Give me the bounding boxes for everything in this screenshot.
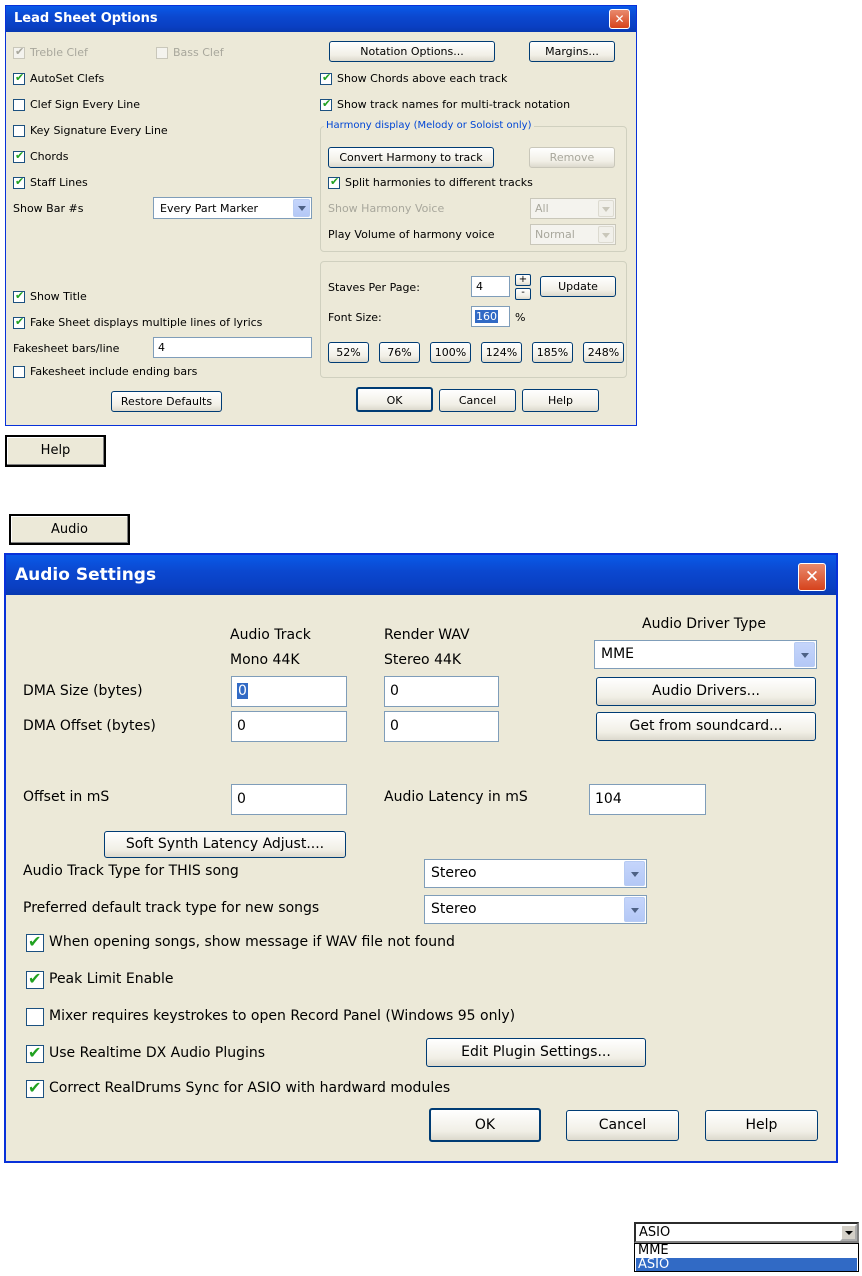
show-bar-label: Show Bar #s — [13, 202, 84, 215]
preferred-track-type-label: Preferred default track type for new songs — [23, 900, 320, 916]
close-icon[interactable]: ✕ — [609, 9, 630, 29]
font-size-label: Font Size: — [328, 311, 382, 324]
play-volume-value: Normal — [535, 228, 575, 241]
help-button[interactable]: Help — [522, 389, 599, 412]
percent-124-button[interactable]: 124% — [481, 342, 522, 363]
key-signature-every-line-checkbox[interactable] — [13, 125, 25, 137]
chevron-down-icon[interactable] — [624, 861, 645, 886]
fake-sheet-lyrics-label: Fake Sheet displays multiple lines of lyrics — [30, 316, 263, 329]
dma-offset-render-value: 0 — [390, 718, 399, 734]
chevron-down-icon[interactable] — [794, 642, 815, 667]
show-track-names-checkbox[interactable] — [320, 99, 332, 111]
chevron-down-icon[interactable] — [598, 226, 614, 243]
treble-clef-label: Treble Clef — [30, 46, 88, 59]
audio-driver-type-label: Audio Driver Type — [642, 616, 766, 632]
title-bar[interactable] — [6, 6, 636, 32]
preferred-track-type-value: Stereo — [431, 901, 477, 917]
clef-sign-every-line-checkbox[interactable] — [13, 99, 25, 111]
title-bar[interactable] — [6, 555, 836, 595]
split-harmonies-label: Split harmonies to different tracks — [345, 176, 533, 189]
dropdown-option-mme[interactable]: MME — [638, 1243, 669, 1258]
standalone-audio-button[interactable] — [9, 514, 130, 545]
checkmark-icon: ✔ — [15, 289, 25, 302]
checkmark-icon: ✔ — [15, 315, 25, 328]
offset-ms-value: 0 — [237, 791, 246, 807]
staves-per-page-label: Staves Per Page: — [328, 281, 420, 294]
staves-minus-button[interactable]: - — [515, 288, 531, 300]
audio-drivers-button[interactable]: Audio Drivers... — [596, 677, 816, 706]
checkmark-icon: ✔ — [322, 97, 332, 110]
staves-plus-button[interactable]: + — [515, 274, 531, 286]
checkmark-icon: ✔ — [330, 175, 340, 188]
fake-sheet-lyrics-checkbox[interactable] — [13, 317, 25, 329]
harmony-group-label: Harmony display (Melody or Soloist only) — [326, 120, 532, 131]
track-type-this-song-value: Stereo — [431, 865, 477, 881]
fakesheet-bars-input[interactable] — [153, 337, 312, 358]
autoset-clefs-checkbox[interactable] — [13, 73, 25, 85]
track-type-this-song-label: Audio Track Type for THIS song — [23, 863, 239, 879]
show-harmony-voice-value: All — [535, 202, 549, 215]
dropdown-option-asio[interactable]: ASIO — [636, 1258, 857, 1271]
mixer-keystrokes-checkbox[interactable] — [26, 1008, 44, 1026]
ok-button[interactable]: OK — [429, 1108, 541, 1142]
show-title-checkbox[interactable] — [13, 291, 25, 303]
show-track-names-label: Show track names for multi-track notation — [337, 98, 571, 111]
show-message-wav-label: When opening songs, show message if WAV file not found — [49, 934, 455, 950]
bass-clef-checkbox[interactable] — [156, 47, 168, 59]
audio-driver-select[interactable] — [594, 640, 817, 669]
audio-driver-value: MME — [601, 646, 635, 662]
help-button[interactable]: Help — [705, 1110, 818, 1141]
percent-185-button[interactable]: 185% — [532, 342, 573, 363]
realtime-dx-checkbox[interactable] — [26, 1045, 44, 1063]
close-icon[interactable]: ✕ — [798, 563, 826, 591]
dma-size-audio-value: 0 — [238, 683, 247, 699]
driver-dropdown-field[interactable] — [634, 1222, 859, 1243]
peak-limit-checkbox[interactable] — [26, 971, 44, 989]
correct-realdrums-checkbox[interactable] — [26, 1080, 44, 1098]
remove-button[interactable]: Remove — [529, 147, 615, 168]
treble-clef-checkbox[interactable] — [13, 47, 25, 59]
ok-button[interactable]: OK — [356, 387, 433, 412]
checkmark-icon: ✔ — [15, 71, 25, 84]
lead-sheet-options-dialog — [5, 5, 637, 426]
key-signature-every-line-label: Key Signature Every Line — [30, 124, 168, 137]
percent-76-button[interactable]: 76% — [379, 342, 420, 363]
fakesheet-ending-bars-checkbox[interactable] — [13, 366, 25, 378]
fakesheet-bars-label: Fakesheet bars/line — [13, 342, 120, 355]
checkmark-icon: ✔ — [28, 932, 42, 951]
autoset-clefs-label: AutoSet Clefs — [30, 72, 105, 85]
bass-clef-label: Bass Clef — [173, 46, 224, 59]
clef-sign-every-line-label: Clef Sign Every Line — [30, 98, 141, 111]
font-size-input[interactable] — [471, 306, 510, 327]
audio-latency-label: Audio Latency in mS — [384, 789, 528, 805]
render-wav-header-2: Stereo 44K — [384, 652, 462, 668]
show-title-label: Show Title — [30, 290, 87, 303]
notation-options-button[interactable]: Notation Options... — [329, 41, 495, 62]
peak-limit-label: Peak Limit Enable — [49, 971, 174, 987]
fakesheet-bars-value: 4 — [158, 341, 165, 354]
driver-dropdown[interactable] — [634, 1222, 861, 1272]
dma-offset-label: DMA Offset (bytes) — [23, 718, 156, 734]
checkmark-icon: ✔ — [28, 1078, 42, 1097]
percent-sign: % — [515, 311, 526, 324]
driver-dropdown-selected: ASIO — [639, 1225, 671, 1240]
audio-latency-input[interactable] — [589, 784, 706, 815]
font-size-value: 160 — [476, 310, 497, 323]
chords-checkbox[interactable] — [13, 151, 25, 163]
checkmark-icon: ✔ — [28, 1043, 42, 1062]
play-volume-select[interactable] — [530, 224, 616, 245]
restore-defaults-button[interactable]: Restore Defaults — [111, 391, 222, 412]
checkmark-icon: ✔ — [28, 969, 42, 988]
show-bar-value: Every Part Marker — [160, 202, 258, 215]
chords-label: Chords — [30, 150, 69, 163]
chevron-down-icon[interactable] — [840, 1224, 857, 1241]
track-type-this-song-select[interactable] — [424, 859, 647, 888]
staves-per-page-input[interactable] — [471, 276, 510, 297]
standalone-help-button[interactable] — [5, 435, 106, 467]
split-harmonies-checkbox[interactable] — [328, 177, 340, 189]
preferred-track-type-select[interactable] — [424, 895, 647, 924]
show-message-wav-checkbox[interactable] — [26, 934, 44, 952]
fakesheet-ending-bars-label: Fakesheet include ending bars — [30, 365, 198, 378]
chevron-down-icon[interactable] — [293, 199, 310, 217]
cancel-button[interactable]: Cancel — [566, 1110, 679, 1141]
percent-52-button[interactable]: 52% — [328, 342, 369, 363]
dma-offset-audio-value: 0 — [237, 718, 246, 734]
checkmark-icon: ✔ — [322, 71, 332, 84]
audio-settings-dialog — [4, 553, 838, 1163]
show-chords-above-label: Show Chords above each track — [337, 72, 508, 85]
dma-size-render-value: 0 — [390, 683, 399, 699]
soft-synth-latency-button[interactable]: Soft Synth Latency Adjust.... — [104, 831, 346, 858]
mixer-keystrokes-label: Mixer requires keystrokes to open Record Panel (Windows 95 only) — [49, 1008, 516, 1024]
staff-lines-label: Staff Lines — [30, 176, 88, 189]
chevron-down-icon[interactable] — [598, 200, 614, 217]
show-chords-above-checkbox[interactable] — [320, 73, 332, 85]
convert-harmony-button[interactable]: Convert Harmony to track — [328, 147, 494, 168]
dma-offset-render-input[interactable] — [384, 711, 499, 742]
render-wav-header-1: Render WAV — [384, 627, 470, 643]
offset-ms-input[interactable] — [231, 784, 347, 815]
checkmark-icon: ✔ — [15, 175, 25, 188]
audio-track-header-2: Mono 44K — [230, 652, 300, 668]
show-bar-select[interactable] — [153, 197, 312, 219]
percent-248-button[interactable]: 248% — [583, 342, 624, 363]
dialog-title: Audio Settings — [15, 565, 157, 585]
update-button[interactable]: Update — [540, 276, 616, 297]
show-harmony-voice-label: Show Harmony Voice — [328, 202, 445, 215]
checkmark-icon: ✔ — [15, 149, 25, 162]
staves-per-page-value: 4 — [476, 280, 483, 293]
edit-plugin-settings-button[interactable]: Edit Plugin Settings... — [426, 1038, 646, 1067]
dma-offset-audio-input[interactable] — [231, 711, 347, 742]
audio-latency-value: 104 — [595, 791, 622, 807]
dialog-title: Lead Sheet Options — [14, 11, 158, 26]
cancel-button[interactable]: Cancel — [439, 389, 516, 412]
chevron-down-icon[interactable] — [624, 897, 645, 922]
dma-size-render-input[interactable] — [384, 676, 499, 707]
correct-realdrums-label: Correct RealDrums Sync for ASIO with hardward modules — [49, 1080, 451, 1096]
dma-size-label: DMA Size (bytes) — [23, 683, 143, 699]
dma-size-audio-input[interactable] — [231, 676, 347, 707]
margins-button[interactable]: Margins... — [529, 41, 615, 62]
offset-ms-label: Offset in mS — [23, 789, 110, 805]
checkmark-icon: ✔ — [15, 45, 25, 58]
play-volume-label: Play Volume of harmony voice — [328, 228, 495, 241]
driver-dropdown-list — [634, 1243, 859, 1272]
audio-track-header-1: Audio Track — [230, 627, 311, 643]
realtime-dx-label: Use Realtime DX Audio Plugins — [49, 1045, 266, 1061]
percent-100-button[interactable]: 100% — [430, 342, 471, 363]
staff-lines-checkbox[interactable] — [13, 177, 25, 189]
standalone-audio-label: Audio — [51, 522, 88, 537]
get-from-soundcard-button[interactable]: Get from soundcard... — [596, 712, 816, 741]
standalone-help-label: Help — [40, 443, 71, 458]
show-harmony-voice-select[interactable] — [530, 198, 616, 219]
